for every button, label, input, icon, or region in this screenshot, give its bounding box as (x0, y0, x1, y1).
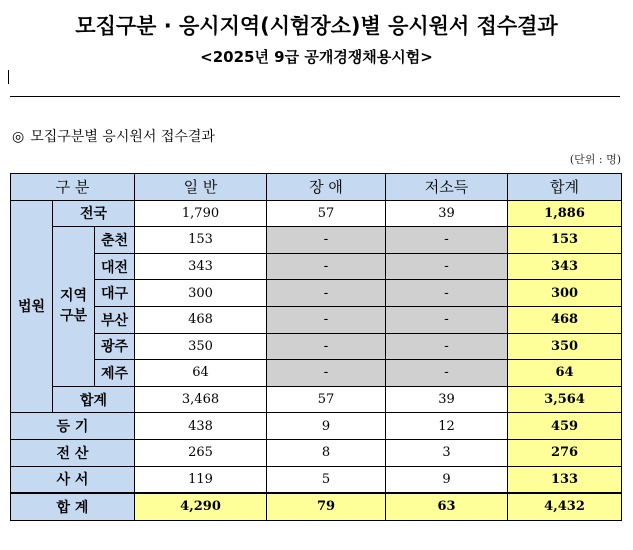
court-label: 법원 (11, 200, 53, 413)
table-row (11, 333, 622, 360)
cell-total: 459 (508, 413, 622, 440)
cell-disabled: - (267, 333, 386, 360)
cell-low-income: 39 (386, 200, 508, 227)
region-group-label (53, 227, 95, 387)
cell-low-income: 3 (386, 439, 508, 466)
cell-low-income: - (386, 360, 508, 387)
cell-total: 153 (508, 227, 622, 254)
table-row (11, 439, 622, 466)
row-label: 부산 (95, 306, 135, 333)
cell-disabled: 57 (267, 200, 386, 227)
cell-general: 300 (135, 280, 267, 307)
cell-general: 64 (135, 360, 267, 387)
row-label: 합계 (53, 386, 135, 413)
header-category: 구 분 (11, 174, 135, 201)
page-subtitle: <2025년 9급 공개경쟁채용시험> (200, 48, 433, 66)
cell-low-income: 39 (386, 386, 508, 413)
cell-low-income: - (386, 227, 508, 254)
cell-general: 153 (135, 227, 267, 254)
page-title: 모집구분 · 응시지역(시험장소)별 응시원서 접수결과 (75, 14, 558, 38)
cell-low-income: - (386, 253, 508, 280)
cell-general: 119 (135, 466, 267, 493)
row-label: 춘천 (95, 227, 135, 254)
cell-disabled: 79 (267, 493, 386, 520)
cell-low-income: 12 (386, 413, 508, 440)
cell-total: 64 (508, 360, 622, 387)
row-label: 전 산 (11, 439, 135, 466)
cell-disabled: 5 (267, 466, 386, 493)
cell-general: 3,468 (135, 386, 267, 413)
table-row (11, 200, 622, 227)
unit-label: (단위 : 명) (569, 153, 621, 166)
cell-total: 133 (508, 466, 622, 493)
cell-disabled: - (267, 253, 386, 280)
header-total: 합계 (508, 174, 622, 201)
cell-low-income: 9 (386, 466, 508, 493)
divider (10, 96, 620, 97)
table-row (11, 227, 622, 254)
cell-disabled: - (267, 360, 386, 387)
header-disabled: 장 애 (267, 174, 386, 201)
cell-total: 300 (508, 280, 622, 307)
row-label: 제주 (95, 360, 135, 387)
cell-low-income: 63 (386, 493, 508, 520)
row-label: 대전 (95, 253, 135, 280)
cell-total: 4,432 (508, 493, 622, 520)
row-label: 합 계 (11, 493, 135, 520)
row-label: 등 기 (11, 413, 135, 440)
table-row (11, 360, 622, 387)
header-general: 일 반 (135, 174, 267, 201)
cell-total: 350 (508, 333, 622, 360)
results-table (10, 173, 622, 521)
header-low-income: 저소득 (386, 174, 508, 201)
cell-total: 468 (508, 306, 622, 333)
cell-disabled: - (267, 280, 386, 307)
cell-general: 4,290 (135, 493, 267, 520)
cell-disabled: - (267, 227, 386, 254)
table-row (11, 386, 622, 413)
section-label: 모집구분별 응시원서 접수결과 (30, 129, 215, 145)
cell-general: 468 (135, 306, 267, 333)
text-cursor (8, 70, 9, 84)
row-label: 전국 (53, 200, 135, 227)
grand-total-row (11, 493, 622, 520)
cell-general: 1,790 (135, 200, 267, 227)
section-heading (12, 126, 215, 146)
cell-disabled: 57 (267, 386, 386, 413)
row-label: 대구 (95, 280, 135, 307)
cell-disabled: - (267, 306, 386, 333)
row-label: 사 서 (11, 466, 135, 493)
header-row (11, 174, 622, 201)
cell-low-income: - (386, 306, 508, 333)
double-circle-icon: ◎ (12, 129, 25, 145)
cell-general: 343 (135, 253, 267, 280)
table-row (11, 306, 622, 333)
cell-total: 3,564 (508, 386, 622, 413)
cell-disabled: 9 (267, 413, 386, 440)
cell-total: 276 (508, 439, 622, 466)
region-label-line2: 구분 (59, 308, 88, 325)
table-row (11, 413, 622, 440)
cell-general: 438 (135, 413, 267, 440)
cell-general: 350 (135, 333, 267, 360)
cell-low-income: - (386, 333, 508, 360)
cell-total: 1,886 (508, 200, 622, 227)
cell-low-income: - (386, 280, 508, 307)
region-label-line1: 지역 (59, 288, 88, 305)
row-label: 광주 (95, 333, 135, 360)
cell-general: 265 (135, 439, 267, 466)
table-row (11, 466, 622, 493)
cell-disabled: 8 (267, 439, 386, 466)
cell-total: 343 (508, 253, 622, 280)
table-row (11, 253, 622, 280)
table-row (11, 280, 622, 307)
